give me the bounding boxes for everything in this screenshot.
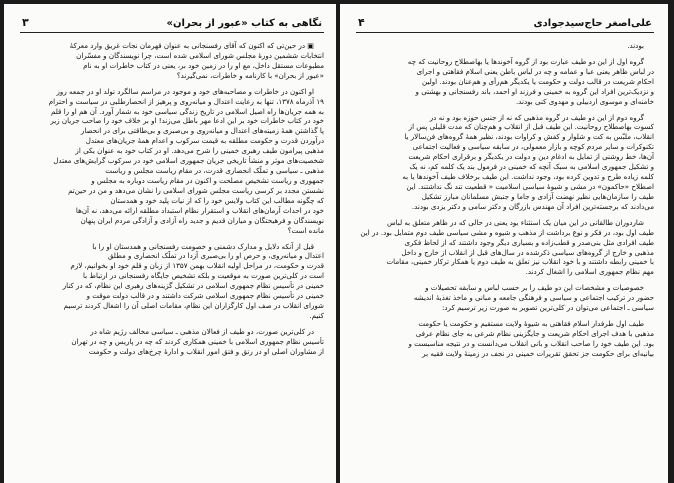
text-line: شورای انقلاب در صف اول کارگزاران این نظام، مقامات اصلی آن را اشغال کردند ترسیم (63, 301, 324, 311)
paragraph (356, 283, 654, 313)
text-line: در لباس ظاهر یعنی عبا و عمامه و چه در لباس باطن یعنی اسلام فقاهتی و اجرای (416, 66, 654, 76)
text-line: قبل از آنکه دلایل و مدارک دشمنی و خصومت رفسنجانی و همدستان او را با (92, 241, 314, 251)
text-line: مطبوعات مستقل داخل، مع او را در زمین خود بر، یعنی در کتاب خاطرات او به نام (83, 60, 324, 70)
right-running-head (356, 12, 654, 33)
text-line: طیف اول طرفدار اسلام فقاهتی به شیوهٔ ولایت مستقیم و حکومت یا حکومت (418, 319, 644, 329)
paragraph (356, 57, 654, 107)
paragraph (356, 218, 654, 278)
text-line: کسوت بهاصطلاح روحانیت. این طیف قبل از انقلاب و هم‌چنان که مدت قلیلی پس از (408, 122, 654, 132)
text-line: مانده است؟ (287, 225, 324, 235)
text-line: گروه اول از این دو طیف عبارت بود از گروه آخوندها یا بهاصطلاح روحانیت که چه (407, 56, 644, 66)
paragraph (20, 327, 324, 357)
right-page-body (356, 41, 654, 359)
text-line: حضور در ترکیب اجتماعی و سیاسی و فرهنگی جامعه و مبانی و ماخذ تغذیهٔ اندیشه (413, 293, 654, 303)
paragraph (356, 41, 654, 51)
text-line: با خمینی رابطه داشتند و با خود انقلاب نیز تعلق به طیف دوم یا همکار ترکار خمینی، مقامات (386, 257, 654, 267)
text-line: خود در کتاب خاطرات خود بر این ادعا مهر باطل می‌زند! او بر خلاف خود را صاحب جریان زیر (50, 116, 324, 126)
text-line: از مشاوران اصلی او در رتق و فتق امور انقلاب و ادارهٔ چرخ‌های دولت و حکومت (88, 346, 324, 356)
left-running-head-title: نگاهی به کتاب «عبور از بحران» (166, 18, 322, 29)
text-line: خامنه‌ای و موسوی اردبیلی و مهدوی کنی بودند. (516, 96, 654, 106)
text-line: طیف را سازمان‌هایی نظیر نهضت آزادی و جاما و جنبش مسلمانان مبارز تشکیل (421, 191, 654, 201)
text-line: بود. این طیف خود را صاحب انقلاب و بانی انقلاب می‌دانست و در نتیجه مناسبست و (408, 338, 654, 348)
text-line: و تشکیل جمهوری اسلامی به سبک آنچه که خمینی در فرمول بند یک کلمه کم، نه یک (409, 162, 654, 172)
text-line: نشستن مجدد بر کرسی ریاست مجلس شورای اسلامی را نشان می‌دهد و من در حین‌تم (68, 185, 324, 195)
paragraph (20, 41, 324, 81)
text-line: او اکنون در خاطرات و مصاحبه‌های خود و موجود در مراسم سالگرد تولد او در جمعه روز (56, 86, 314, 96)
text-line: اعتدال و میانه‌روی، و حرص او را بی‌صبری آزدا در تملّک انحصاری و مطلق (107, 251, 324, 261)
paragraph (356, 319, 654, 359)
text-line: به همه جریان‌ها راه اصیل اسلامی در تاریخ زندگی سیاسی خود به شمار آورد. آن هم او را قلم (50, 106, 324, 116)
paragraph (20, 242, 324, 321)
text-line: مذهبی ـ سیاسی و تملّک انحصاری قدرت، در مقام ریاست مجلس و ریاست (105, 166, 324, 176)
text-line: اصطلاح «حاکمون» در مشی و شیوهٔ سیاسی اسلامیت « قطعیت تند نگ نداشتند. این (406, 181, 654, 191)
text-line: بودند. (627, 41, 644, 50)
text-line: خمینی در تأسیس نظام جمهوری اسلامی شرکت داشتند و در قالب دولت موقت و (86, 291, 324, 301)
text-line: خود در احداث آرمان‌های انقلاب و استقرار نظام استبداد مطلقه ارائه می‌دهد، نه آن‌ها (75, 205, 324, 215)
text-line: خصوصیات و مشخصات این دو طیف را بر حسب لباس و سابقه تحصیلات و (425, 283, 644, 293)
paragraph (20, 87, 324, 236)
text-line: قدرت و حکومت، در مراحل اولیه انقلاب بهمن ۱۳۵۷ از زبان و قلم خود او بخوانیم، لازم (70, 261, 324, 271)
text-line: «عبور از بحران» با کارنامه و خاطرات، نمی‌گیرند؟ (176, 70, 324, 80)
left-page-body (20, 41, 324, 357)
text-line: ▣ در حین‌تی که اکنون که آقای رفسنجانی به عنوان قهرمان نجات غریق وارد معرکهٔ (69, 41, 314, 50)
text-line: مذهبی پیرامون طیف رهبری خمینی را شرح می‌دهد. او در کتاب خود به عنوان یکی از (75, 146, 324, 156)
text-line: شخصیت‌های موثر و منشأ تاریخی جریان جمهوری اسلامی خود در سرکوب گرایش‌های معتدل (53, 156, 324, 166)
text-line: و نزدیک‌ترین افراد این گروه به خمینی و فرزند او احمد، باند رفسنجانی و بهشتی و (415, 86, 654, 96)
text-line: مهم نظام جمهوری اسلامی را اشغال کردند. (525, 267, 654, 277)
text-line: سیاسی ـ اجتماعی می‌توان در کلی‌ترین تصویر به صورت زیر ترسیم کرد: (441, 303, 654, 313)
paragraph (356, 113, 654, 212)
right-running-head-title: علی‌اصغر حاج‌سیدجوادی (533, 18, 652, 29)
text-line: است در کلی‌ترین صورت به موقعیت و بلکه تشخیص جایگاه رفسنجانی در ارتباط با (83, 271, 324, 281)
text-line: می‌دادند که برجسته‌ترین افراد آن مهندس بازرگان و دکتر سامی و دکتر یزدی بودند. (411, 201, 654, 211)
text-line: گروه دوم از این دو طیف در گروه مذهبی که نه از جنس حوزه بود و نه در (429, 112, 644, 122)
text-line: تکنوکرات و سایر مردم کوچه و بازار معمولی، در سابقه سیاسی و فعالیت اجتماعی (412, 142, 654, 152)
text-line: در کلی‌ترین صورت، دو طیف از فعالان مذهبی ـ سیاسی مخالف رژیم شاه در (90, 326, 314, 336)
text-line: شاردوران طالقانی در این میان یک استثناء بود یعنی در حالی که در ظاهر متعلق به لباس (386, 217, 644, 227)
text-line: بیانیه‌ای برای حکومت جز تحقق تقریرات خمینی در نجف در زمینهٔ ولایت فقیه بر (422, 348, 654, 358)
text-line: طیف اول بود، در فکر و نوع برداشت از مذهب و شیوه و مشی سیاسی طیف دوم متمایل بود. در این (360, 227, 654, 237)
text-line: مذهبی و خارج از گروه‌های سیاسی ذکرشده در سال‌های قبل از انقلاب از خارج و داخل (401, 247, 654, 257)
text-line: ۱۹ آذرماه ۱۳۷۸، تنها به رعایت اعتدال و میانه‌روی و پرهیز از انحصارطلبی در سیاست و احترام (48, 96, 324, 106)
text-line: کنیم. (309, 310, 324, 320)
text-line: انتخابات ششمین دورهٔ مجلس شورای اسلامی شده است، چرا نویسندگان و مفسّران (76, 50, 324, 60)
right-page-number: ۴ (358, 16, 365, 29)
text-line: درآوردن قدرت و حکومت مطلقه به قیمت سرکوب و اعدام همهٔ جریان‌های معتدل (85, 136, 324, 146)
text-line: احکام شریعت در قالب دولت و حکومت یا یکدیگر هم‌رأی و هم‌عنان بودند. اولین (422, 76, 654, 86)
text-line: مذهبی با هدف اجرای احکام شریعت و جایگزینی نظام شرعی به جای نظام عرفی (415, 328, 654, 338)
left-page (4, 4, 336, 483)
text-line: انقلاب، ملبّس به کت و شلوار و کفش و کراوات بودند، نظیر همهٔ گروه‌های فن‌سالار یا (404, 132, 654, 142)
text-line: طیف افرادی مثل بنی‌صدر و قطب‌زاده و بسیاری دیگر وجود داشتند که از لحاظ فکری (404, 237, 654, 247)
text-line: تأسیس نظام جمهوری اسلامی با خمینی همکاری کردند که چه در پاریس و چه در تهران (71, 336, 324, 346)
text-line: جمهوری و ریاست تشخیص مصلحت و اکنون در مقام ریاست دوباره به مجلس و (91, 175, 324, 185)
text-line: کلمه زیاده طرح و تدوین کرده بود، وجود نداشت. این طیف برخلاف طیف آخوندها یا به (402, 172, 654, 182)
text-line: پا گذاشتن همهٔ زمینه‌های اعتدال و میانه‌روی و بی‌صبری و بی‌طاقتی برای در انحصار (80, 126, 324, 136)
text-line: خمینی در تأسیس نظام جمهوری اسلامی در تشکیل گزینه‌های رهبری این نظام، که در کنار (62, 281, 324, 291)
text-line: نویسندگان و فرهیختگان و میاران قدیم و جدید راه آزادی و آزادگی مردم ایران پنهان (80, 215, 324, 225)
text-line: آن‌ها، خط روشنی از تمایل به ادغام دین و دولت در یکدیگر و برقراری احکام شریعت (408, 152, 654, 162)
text-line: که چگونه مطالب این کتاب ولایس خود را که از نیات پلید خود و همدستان (110, 195, 324, 205)
right-page (340, 4, 668, 483)
left-page-number: ۳ (22, 16, 29, 29)
left-running-head (20, 12, 324, 33)
